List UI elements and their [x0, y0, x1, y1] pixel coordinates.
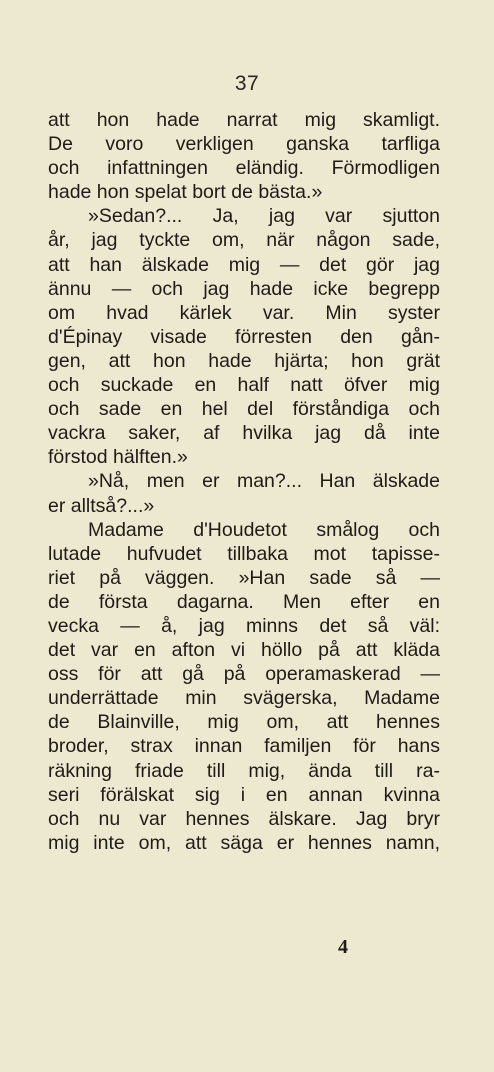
- text-line: mig inte om, att säga er hennes namn,: [48, 831, 440, 854]
- page-number: 37: [234, 72, 260, 95]
- text-line: seri förälskat sig i en annan kvinna: [48, 783, 440, 806]
- text-line: och infattningen eländig. Förmodligen: [48, 157, 440, 180]
- text-line: vackra saker, af hvilka jag då inte: [48, 422, 440, 445]
- text-line: år, jag tyckte om, när någon sade,: [48, 229, 440, 252]
- text-line: och sade en hel del förståndiga och: [48, 398, 440, 421]
- text-line: räkning friade till mig, ända till ra-: [48, 759, 440, 782]
- text-line: och nu var hennes älskare. Jag bryr: [48, 807, 440, 830]
- text-line: »Sedan?... Ja, jag var sjutton: [88, 205, 440, 228]
- text-line: förstod hälften.»: [48, 446, 188, 469]
- text-line: de Blainville, mig om, att hennes: [48, 711, 440, 734]
- text-line: d'Épinay visade förresten den gån-: [48, 325, 440, 348]
- text-line: att han älskade mig — det gör jag: [48, 253, 440, 276]
- signature-mark: 4: [338, 936, 348, 958]
- text-line: gen, att hon hade hjärta; hon grät: [48, 349, 440, 372]
- text-line: att hon hade narrat mig skamligt.: [48, 109, 440, 131]
- text-line: oss för att gå på operamaskerad —: [48, 663, 440, 686]
- text-line: »Nå, men er man?... Han älskade: [88, 470, 440, 493]
- text-line: lutade hufvudet tillbaka mot tapisse-: [48, 542, 440, 565]
- text-line: riet på väggen. »Han sade så —: [48, 566, 440, 589]
- text-line: Madame d'Houdetot smålog och: [88, 518, 440, 541]
- text-line: er alltså?...»: [48, 494, 155, 517]
- text-line: och suckade en half natt öfver mig: [48, 374, 440, 397]
- body-text: [48, 108, 440, 855]
- text-line: om hvad kärlek var. Min syster: [48, 301, 440, 324]
- text-line: De voro verkligen ganska tarfliga: [48, 133, 440, 156]
- text-line: vecka — å, jag minns det så väl:: [48, 614, 440, 637]
- text-line: underrättade min svägerska, Madame: [48, 687, 440, 710]
- text-line: broder, strax innan familjen för hans: [48, 735, 440, 758]
- text-line: det var en afton vi höllo på att kläda: [48, 639, 440, 662]
- text-line: ännu — och jag hade icke begrepp: [48, 277, 440, 300]
- text-line: de första dagarna. Men efter en: [48, 590, 440, 613]
- text-line: hade hon spelat bort de bästa.»: [48, 181, 323, 204]
